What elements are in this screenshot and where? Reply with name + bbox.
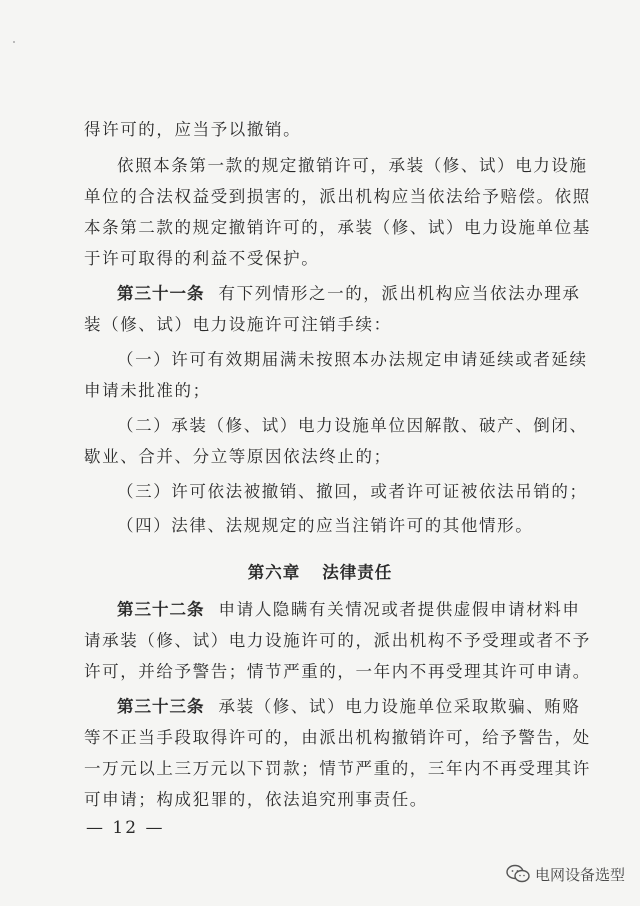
article-31-line	[117, 278, 587, 309]
chapter-title: 法律责任	[322, 563, 393, 582]
paragraph-line: 依照本条第一款的规定撤销许可，承装（修、试）电力设施	[117, 156, 588, 175]
paragraph-line: 等不正当手段取得许可的，由派出机构撤销许可，给予警告，处	[84, 728, 591, 747]
paragraph-line: 得许可的，应当予以撤销。	[84, 120, 302, 139]
article-33-text: 承装（修、试）电力设施单位采取欺骗、贿赂	[218, 697, 581, 716]
list-item: （三）许可依法被撤销、撤回，或者许可证被依法吊销的；	[117, 482, 588, 501]
list-item: （四）法律、法规规定的应当注销许可的其他情形。	[117, 516, 534, 535]
article-33-heading: 第三十三条	[117, 697, 205, 716]
article-31-text: 有下列情形之一的，派出机构应当依法办理承	[218, 284, 581, 303]
paragraph-line: 一万元以上三万元以下罚款；情节严重的，三年内不再受理其许	[84, 759, 591, 778]
page-number: — 12 —	[86, 818, 165, 838]
chapter-heading	[0, 559, 640, 583]
wechat-search-icon	[505, 863, 531, 885]
paragraph-line: 可申请；构成犯罪的，依法追究刑事责任。	[84, 790, 428, 809]
article-32-heading: 第三十二条	[117, 600, 205, 619]
article-32-text: 申请人隐瞒有关情况或者提供虚假申请材料申	[218, 600, 581, 619]
watermark-text: 电网设备选型	[535, 865, 626, 884]
chapter-number: 第六章	[247, 563, 301, 582]
article-32-line	[117, 594, 587, 625]
scan-mark	[13, 41, 15, 43]
paragraph-line: 许可，并给予警告；情节严重的，一年内不再受理其许可申请。	[84, 662, 591, 681]
paragraph-line: 装（修、试）电力设施许可注销手续：	[84, 315, 392, 334]
article-33-line	[117, 691, 587, 722]
paragraph-line: 于许可取得的利益不受保护。	[84, 249, 320, 268]
list-item: （一）许可有效期届满未按照本办法规定申请延续或者延续	[117, 350, 588, 369]
watermark	[505, 863, 625, 885]
list-item: （二）承装（修、试）电力设施单位因解散、破产、倒闭、	[117, 416, 588, 435]
paragraph-line: 本条第二款的规定撤销许可的，承装（修、试）电力设施单位基	[84, 218, 591, 237]
article-31-heading: 第三十一条	[117, 284, 205, 303]
paragraph-line: 申请未批准的；	[84, 381, 211, 400]
paragraph-line: 请承装（修、试）电力设施许可的，派出机构不予受理或者不予	[84, 631, 591, 650]
paragraph-line: 单位的合法权益受到损害的，派出机构应当依法给予赔偿。依照	[84, 187, 591, 206]
paragraph-line: 歇业、合并、分立等原因依法终止的；	[84, 447, 392, 466]
